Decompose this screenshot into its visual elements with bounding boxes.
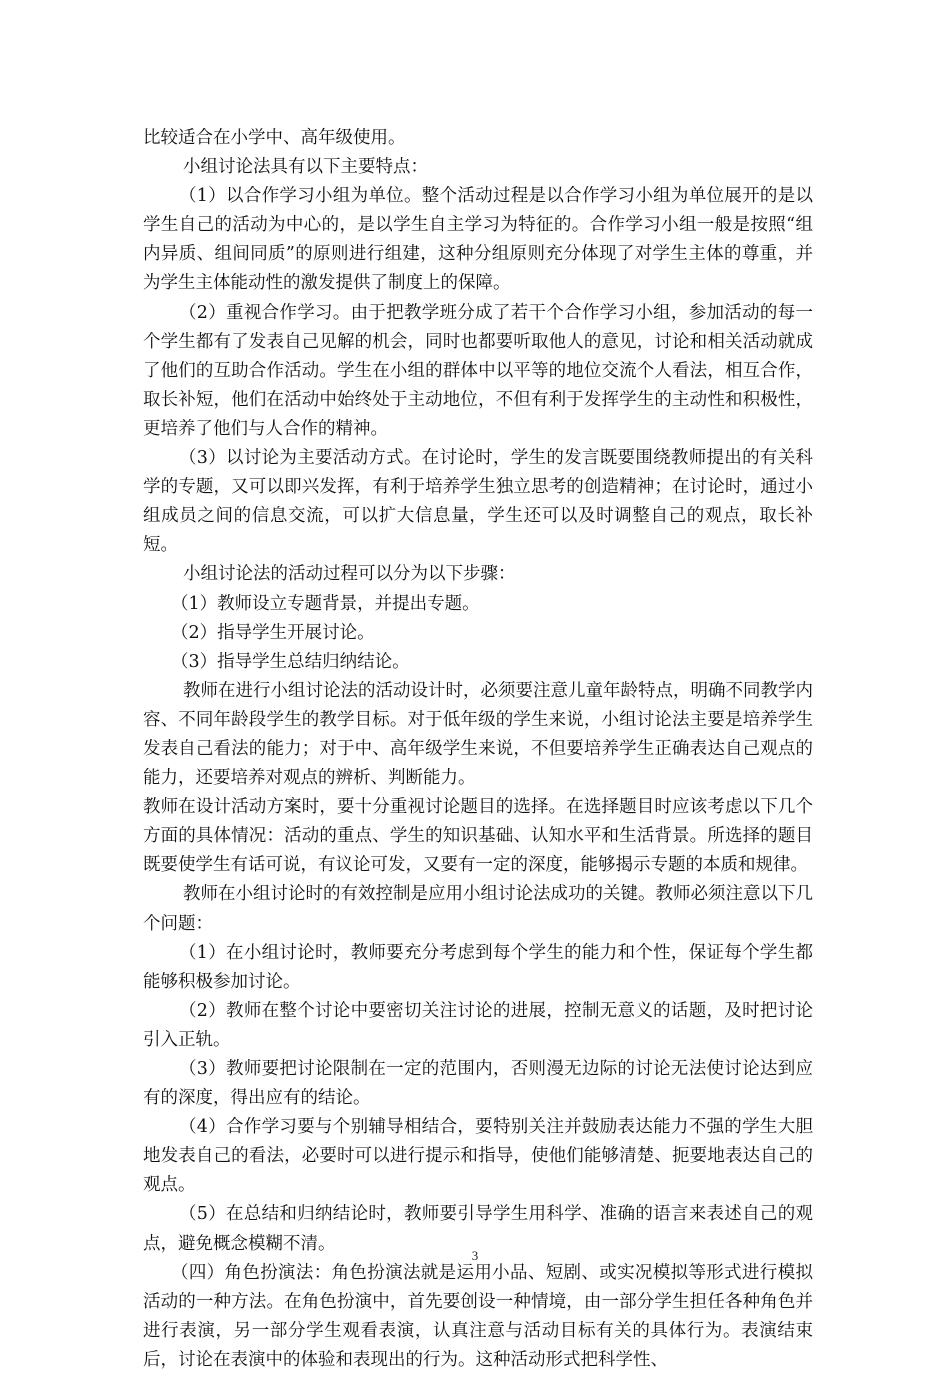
paragraph: 比较适合在小学中、高年级使用。 [143, 128, 406, 148]
paragraph: 教师在设计活动方案时，要十分重视讨论题目的选择。在选择题目时应该考虑以下几个方面的具体情况：活动的重点、学生的知识基础、认知水平和生活背景。所选择的题目既要使学生有话可说，有议论可发，又要有一定的深度，能够揭示专题的本质和规律。 [143, 797, 813, 876]
paragraph: （4）合作学习要与个别辅导相结合，要特别关注并鼓励表达能力不强的学生大胆地发表自己的看法，必要时可以进行提示和指导，使他们能够清楚、扼要地表达自己的观点。 [143, 1117, 813, 1196]
paragraph: （5）在总结和归纳结论时，教师要引导学生用科学、准确的语言来表述自己的观点，避免概念模糊不清。 [143, 1204, 813, 1254]
paragraph: 教师在进行小组讨论法的活动设计时，必须要注意儿童年龄特点，明确不同教学内容、不同年龄段学生的教学目标。对于低年级的学生来说，小组讨论法主要是培养学生发表自己看法的能力；对于中、高年级学生来说，不但要培养学生正确表达自己观点的能力，还要培养对观点的辨析、判断能力。 [143, 680, 813, 789]
paragraph: （3）教师要把讨论限制在一定的范围内，否则漫无边际的讨论无法使讨论达到应有的深度，得出应有的结论。 [143, 1059, 813, 1109]
paragraph: （3）以讨论为主要活动方式。在讨论时，学生的发言既要围绕教师提出的有关科学的专题，又可以即兴发挥，有利于培养学生独立思考的创造精神；在讨论时，通过小组成员之间的信息交流，可以扩大信息量，学生还可以及时调整自己的观点，取长补短。 [143, 448, 813, 556]
paragraph: （1）教师设立专题背景，并提出专题。 [171, 593, 480, 614]
document-body [143, 124, 813, 1375]
paragraph: （2）指导学生开展讨论。 [171, 622, 375, 643]
paragraph: 小组讨论法的活动过程可以分为以下步骤： [183, 564, 516, 585]
paragraph: （1）以合作学习小组为单位。整个活动过程是以合作学习小组为单位展开的是以学生自己的活动为中心的，是以学生自主学习为特征的。合作学习小组一般是按照“组内异质、组间同质”的原则进行组建，这种分组原则充分体现了对学生主体的尊重，并为学生主体能动性的激发提供了制度上的保障。 [143, 186, 813, 294]
paragraph: 教师在小组讨论时的有效控制是应用小组讨论法成功的关键。教师必须注意以下几个问题： [143, 884, 813, 934]
paragraph: （2）重视合作学习。由于把教学班分成了若干个合作学习小组，参加活动的每一个学生都有了发表自己见解的机会，同时也都要听取他人的意见，讨论和相关活动就成了他们的互助合作活动。学生在小组的群体中以平等的地位交流个人看法，相互合作，取长补短，他们在活动中始终处于主动地位，不但有利于发挥学生的主动性和积极性，更培养了他们与人合作的精神。 [143, 302, 813, 439]
paragraph: （1）在小组讨论时，教师要充分考虑到每个学生的能力和个性，保证每个学生都能够积极参加讨论。 [143, 942, 813, 992]
paragraph: （3）指导学生总结归纳结论。 [171, 651, 410, 672]
page-number: 3 [471, 1248, 479, 1263]
paragraph: 小组讨论法具有以下主要特点： [183, 157, 428, 178]
paragraph: （2）教师在整个讨论中要密切关注讨论的进展，控制无意义的话题，及时把讨论引入正轨。 [143, 1000, 813, 1050]
paragraph: （四）角色扮演法：角色扮演法就是运用小品、短剧、或实况模拟等形式进行模拟活动的一种方法。在角色扮演中，首先要创设一种情境，由一部分学生担任各种角色并进行表演，另一部分学生观看表演，认真注意与活动目标有关的具体行为。表演结束后，讨论在表演中的体验和表现出的行为。这种活动形式把科学性、 [143, 1262, 813, 1370]
